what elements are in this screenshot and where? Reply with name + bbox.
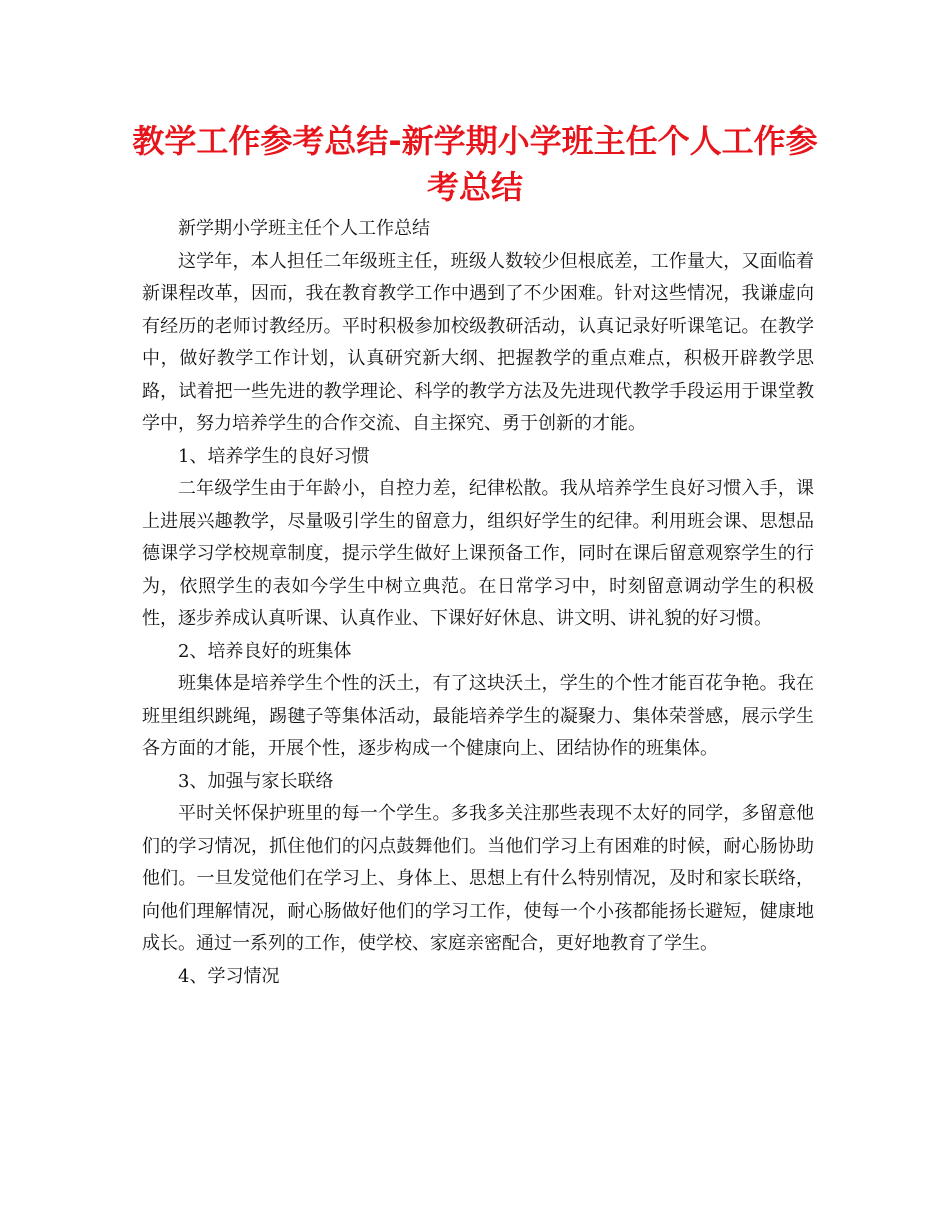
section-heading-3: 3、加强与家长联络 [178,770,334,792]
section-heading-4: 4、学习情况 [178,965,280,987]
subtitle-paragraph: 新学期小学班主任个人工作总结 [178,218,430,239]
intro-paragraph: 这学年，本人担任二年级班主任，班级人数较少但根底差，工作量大，又面临着新课程改革，因而，我在教育教学工作中遇到了不少困难。针对这些情况，我谦虚向有经历的老师讨教经历。平时积极参加校级教研活动，认真记录好听课笔记。在教学中，做好教学工作计划，认真研究新大纲、把握教学的重点难点，积极开辟教学思路，试着把一些先进的教学理论、科学的教学方法及先进现代教学手段运用于课堂教学中，努力培养学生的合作交流、自主探究、勇于创新的才能。 [142,250,814,434]
section-paragraph-1: 二年级学生由于年龄小，自控力差，纪律松散。我从培养学生良好习惯入手，课上进展兴趣教学，尽量吸引学生的留意力，组织好学生的纪律。利用班会课、思想品德课学习学校规章制度，提示学生做好上课预备工作，同时在课后留意观察学生的行为，依照学生的表如今学生中树立典范。在日常学习中，时刻留意调动学生的积极性，逐步养成认真听课、认真作业、下课好好休息、讲文明、讲礼貌的好习惯。 [142,478,814,629]
document-body [142,213,814,993]
document-title: 教学工作参考总结-新学期小学班主任个人工作参考总结 [132,122,818,206]
section-paragraph-2: 班集体是培养学生个性的沃土，有了这块沃土，学生的个性才能百花争艳。我在班里组织跳绳，踢毽子等集体活动，最能培养学生的凝聚力、集体荣誉感，展示学生各方面的才能，开展个性，逐步构成一个健康向上、团结协作的班集体。 [142,673,814,759]
section-heading-2: 2、培养良好的班集体 [178,640,352,662]
section-heading-1: 1、培养学生的良好习惯 [178,445,370,467]
section-paragraph-3: 平时关怀保护班里的每一个学生。多我多关注那些表现不太好的同学，多留意他们的学习情况，抓住他们的闪点鼓舞他们。当他们学习上有困难的时候，耐心肠协助他们。一旦发觉他们在学习上、身体上、思想上有什么特别情况，及时和家长联络，向他们理解情况，耐心肠做好他们的学习工作，使每一个小孩都能扬长避短，健康地成长。通过一系列的工作，使学校、家庭亲密配合，更好地教育了学生。 [142,803,814,954]
